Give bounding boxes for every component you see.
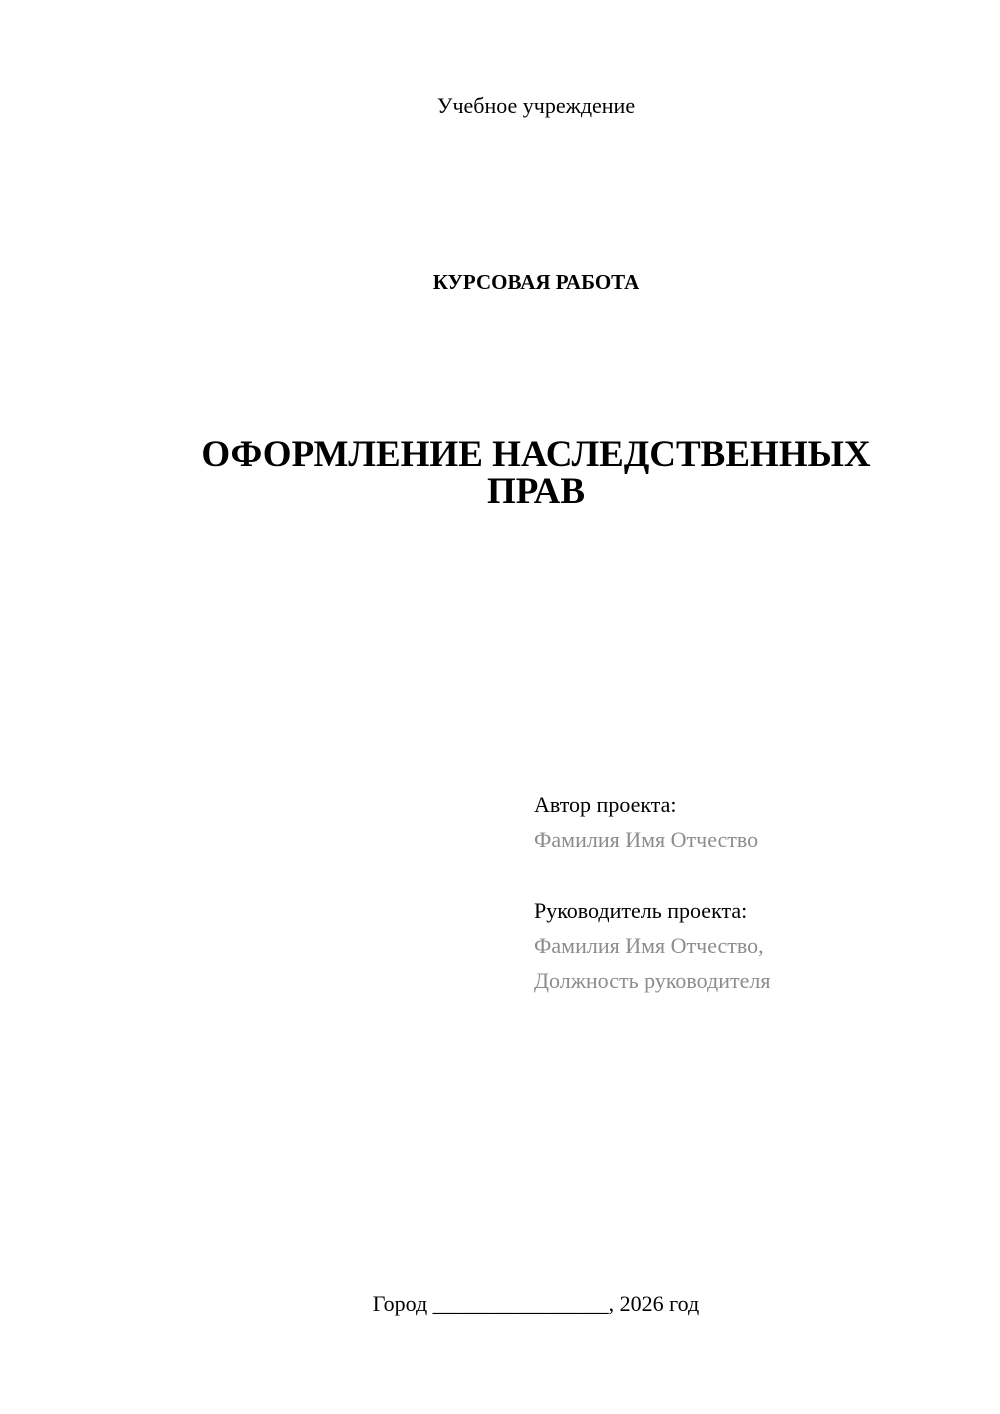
supervisor-label: Руководитель проекта:	[534, 898, 748, 923]
supervisor-name-placeholder: Фамилия Имя Отчество,	[534, 933, 764, 958]
institution-name: Учебное учреждение	[436, 93, 636, 118]
document-title	[150, 436, 922, 510]
author-name-placeholder: Фамилия Имя Отчество	[534, 827, 759, 852]
spacer	[534, 857, 974, 893]
work-type-heading: КУРСОВАЯ РАБОТА	[432, 270, 640, 294]
document-title-line-2: ПРАВ	[486, 471, 586, 512]
supervisor-position-placeholder: Должность руководителя	[534, 968, 771, 993]
project-people-block	[534, 787, 974, 998]
city-year-line: Город ________________, 2026 год	[372, 1291, 700, 1316]
author-label: Автор проекта:	[534, 792, 677, 817]
document-title-line-1: ОФОРМЛЕНИЕ НАСЛЕДСТВЕННЫХ	[201, 434, 871, 475]
